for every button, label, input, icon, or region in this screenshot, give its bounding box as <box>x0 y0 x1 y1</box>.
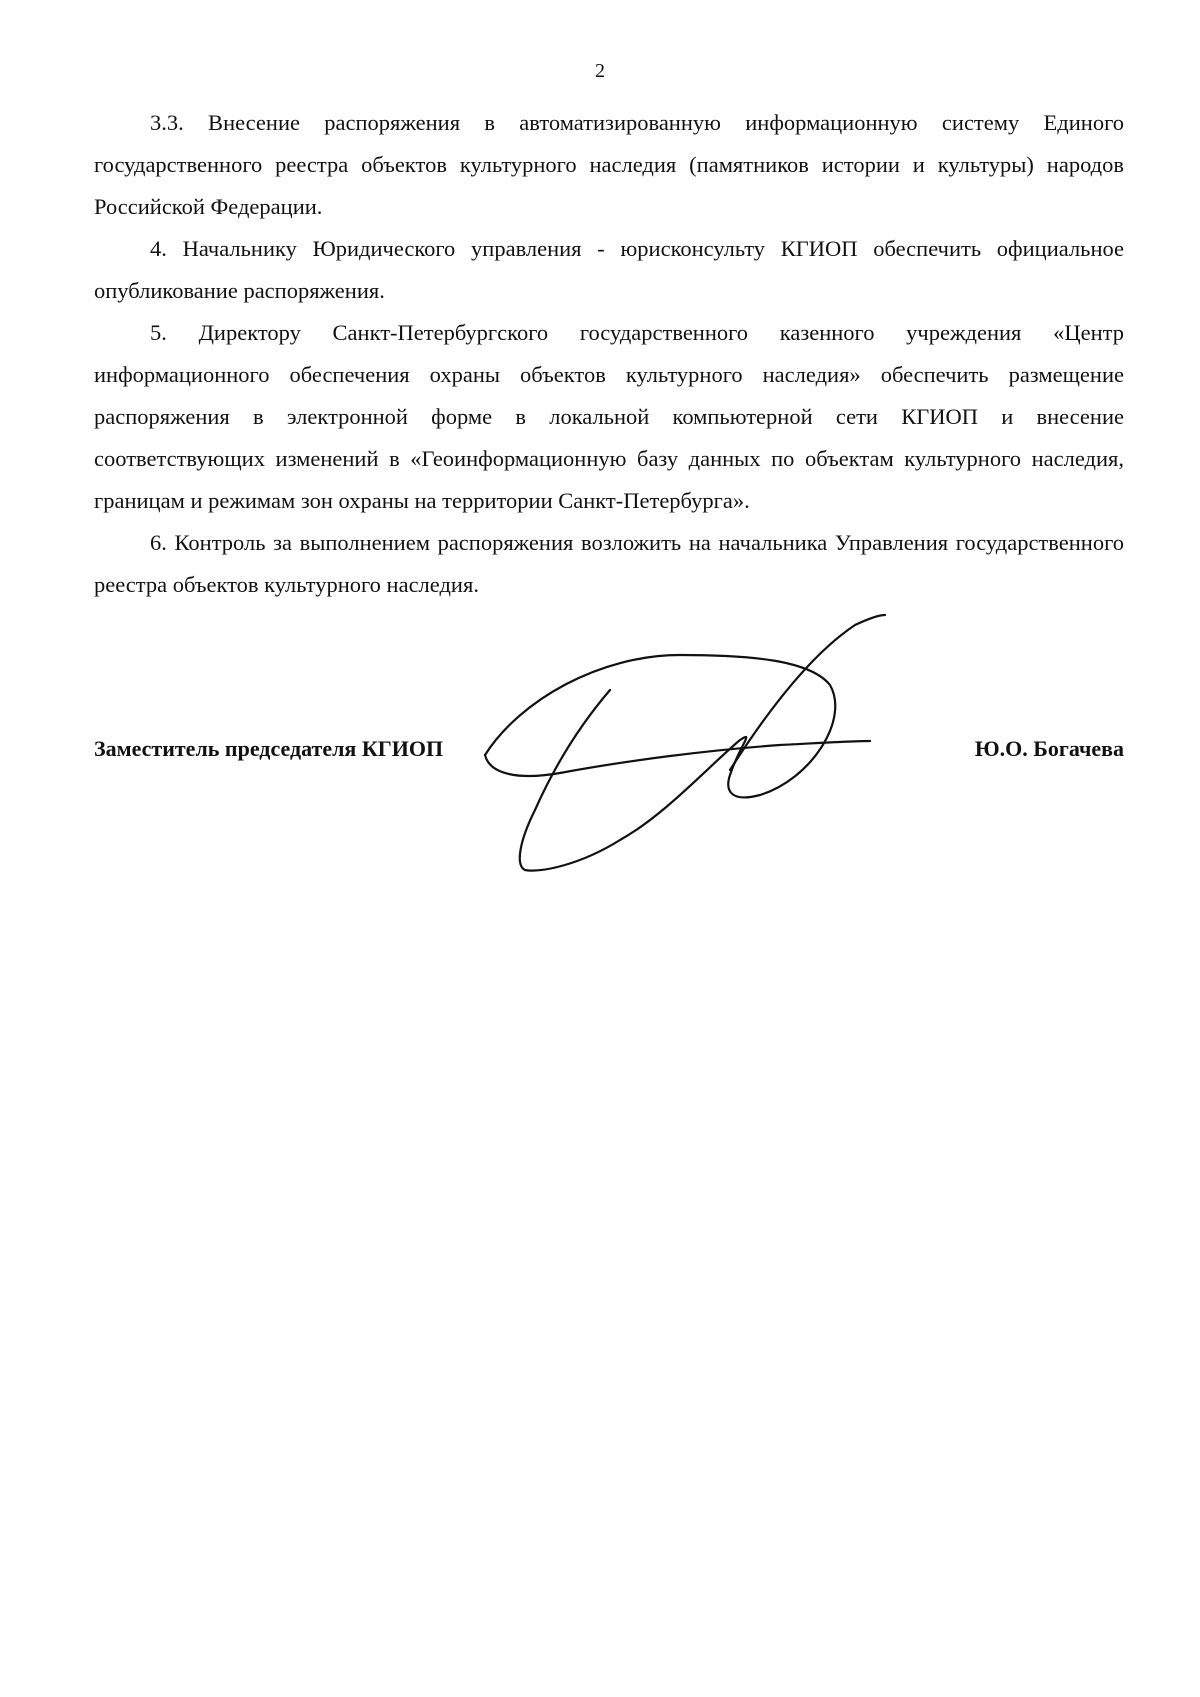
paragraph-6: 6. Контроль за выполнением распоряжения возложить на начальника Управления государственного реестра объектов культурного наследия. <box>94 530 1124 597</box>
document-body <box>94 102 1124 606</box>
signatory-title: Заместитель председателя КГИОП <box>94 736 444 761</box>
page-number: 2 <box>595 60 605 82</box>
signatory-name: Ю.О. Богачева <box>974 736 1124 761</box>
signature-block <box>94 736 1124 776</box>
paragraph-5: 5. Директору Санкт-Петербургского государственного казенного учреждения «Центр информационного обеспечения охраны объектов культурного наследия» обеспечить размещение распоряжения в электронной форме в локальной компьютерной сети КГИОП и внесение соответствующих изменений в «Геоинформационную базу данных по объектам культурного наследия, границам и режимам зон охраны на территории Санкт-Петербурга». <box>94 320 1124 513</box>
paragraph-4: 4. Начальнику Юридического управления - юрисконсульту КГИОП обеспечить официальное опубликование распоряжения. <box>94 236 1124 303</box>
paragraph-3-3: 3.3. Внесение распоряжения в автоматизированную информационную систему Единого государственного реестра объектов культурного наследия (памятников истории и культуры) народов Российской Федерации. <box>94 110 1124 219</box>
